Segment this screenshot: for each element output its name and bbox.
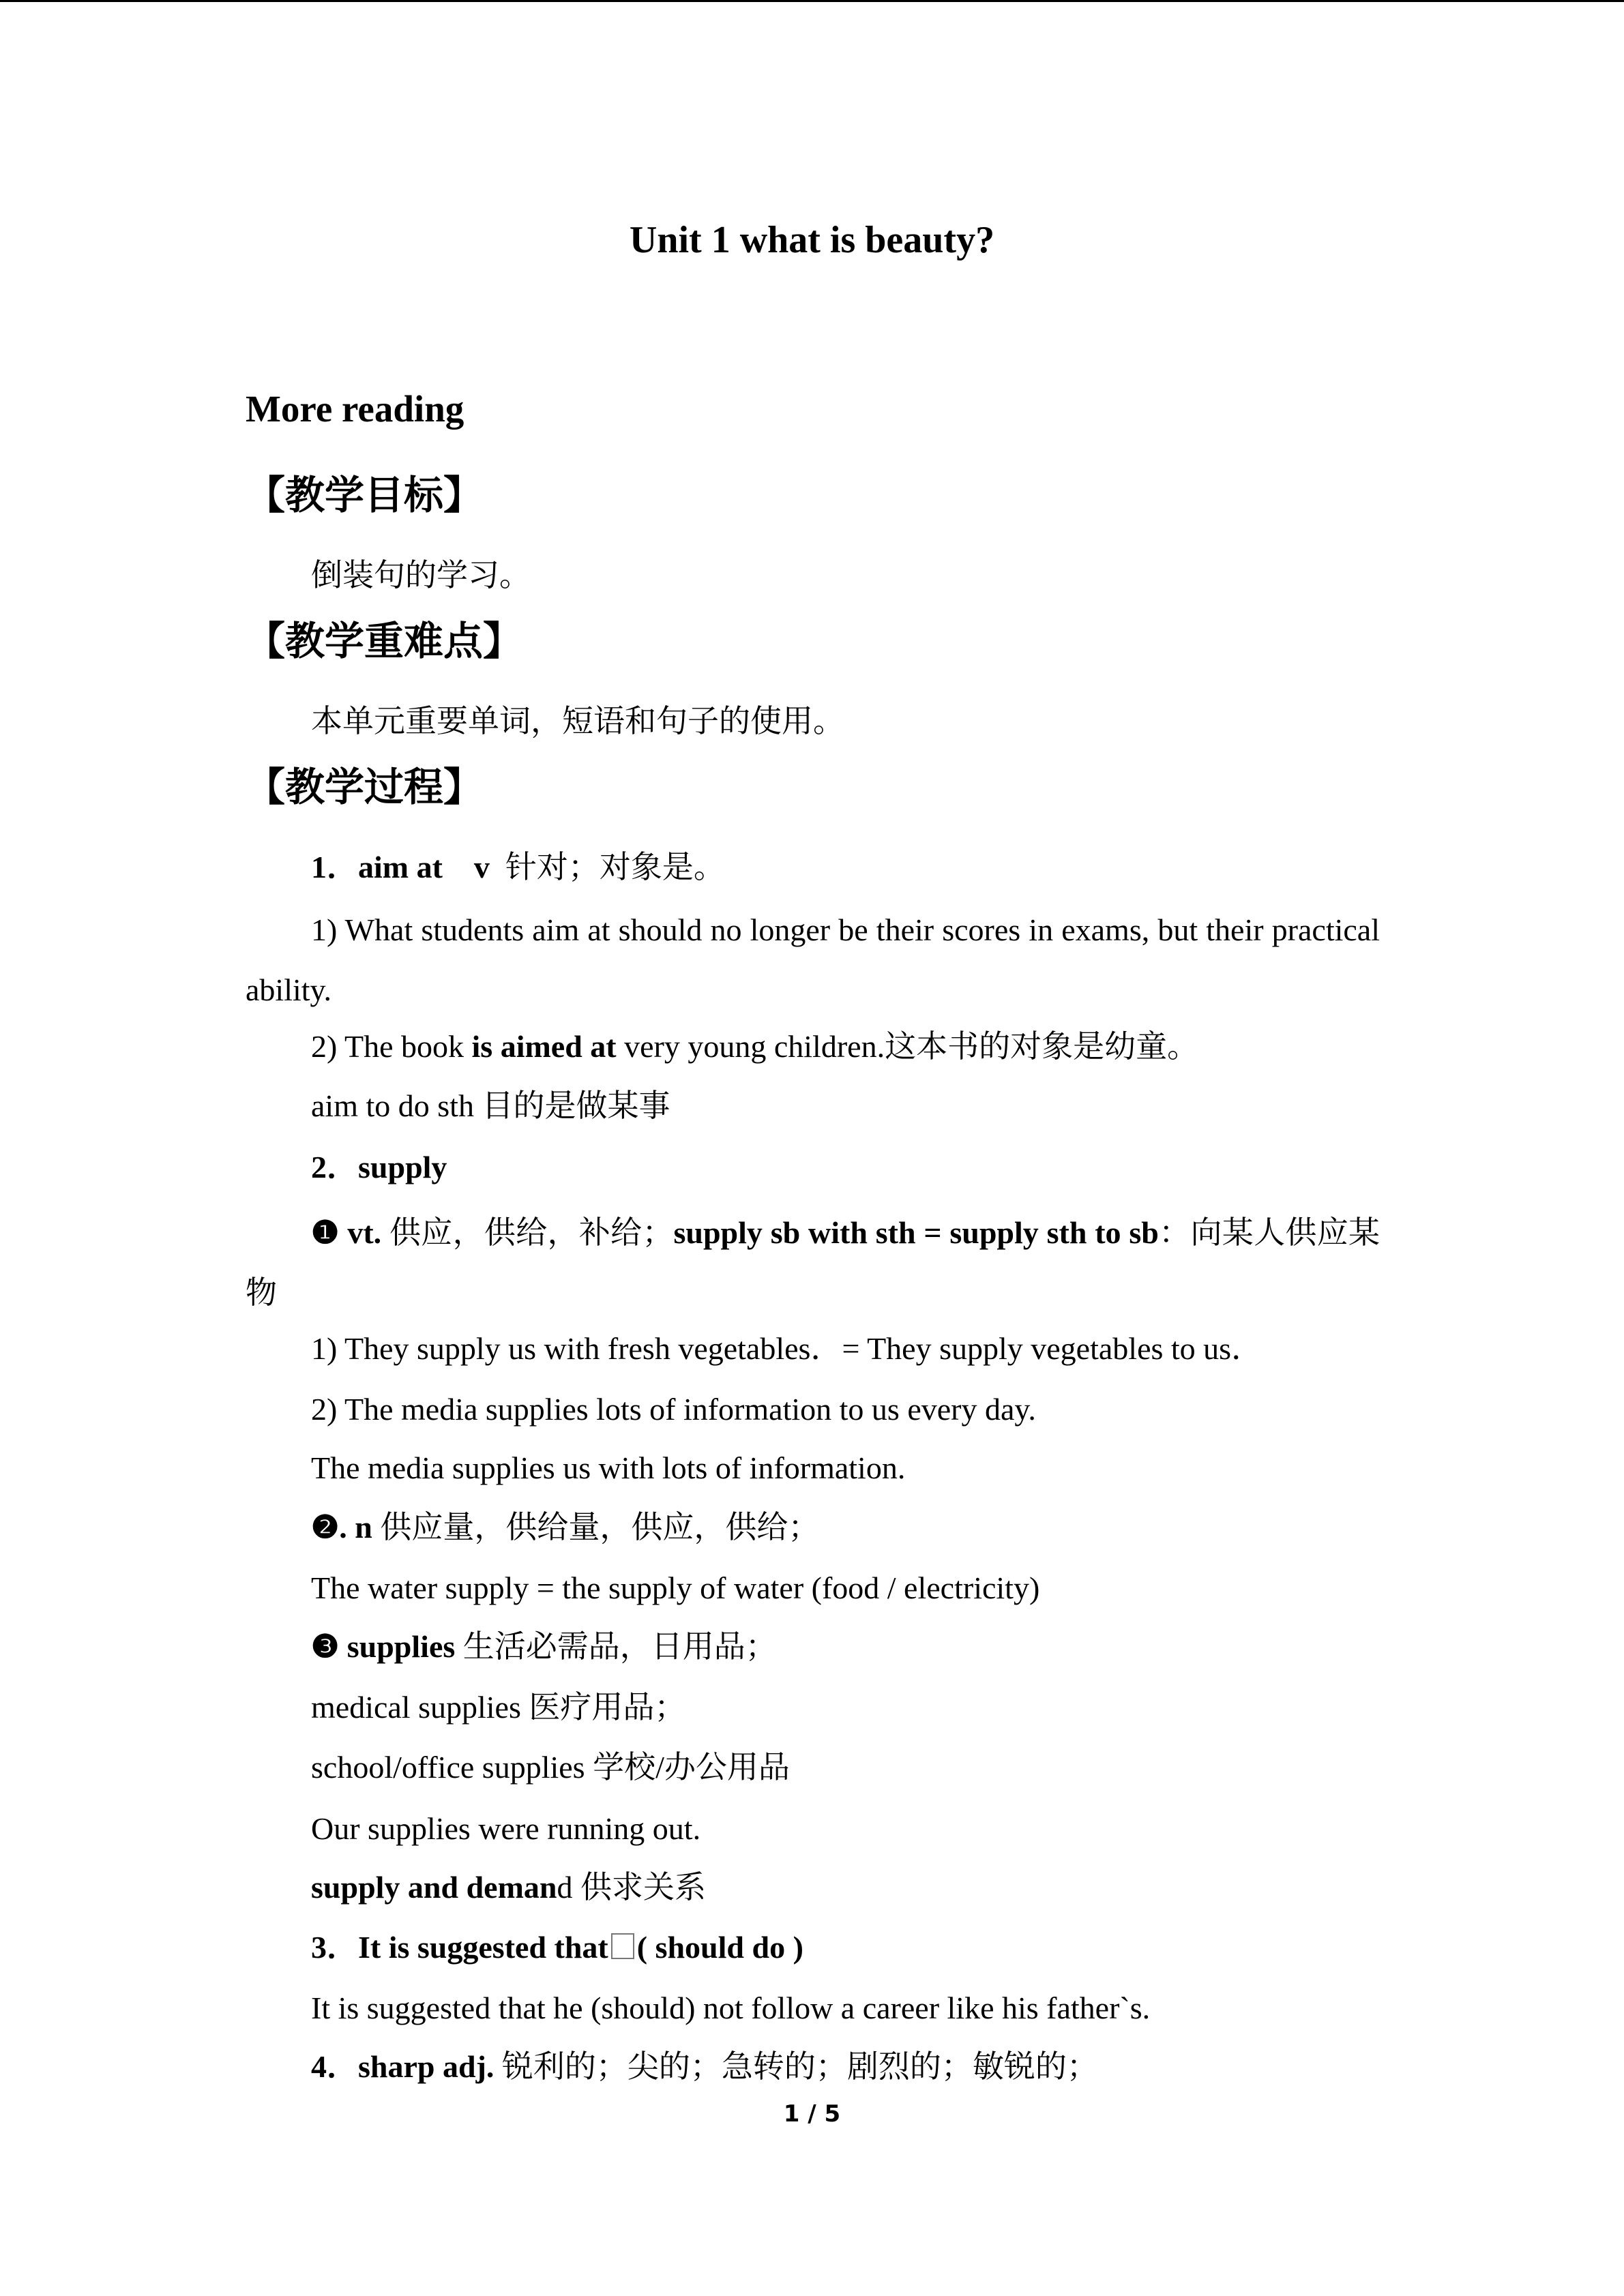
item1-pos: v: [473, 850, 490, 884]
item2-vt-definition: ❶ vt. 供应，供给，补给；supply sb with sth = supply sth to sb：向某人供应某物: [246, 1215, 1381, 1310]
item2-noun-definition: ❷. n 供应量，供给量，供应，供给；: [311, 1510, 820, 1545]
section-heading-goals: 【教学目标】: [246, 472, 484, 518]
item2-supplies-mark: ❸ supplies: [311, 1629, 456, 1664]
goals-text: 倒装句的学习。: [311, 558, 531, 593]
item2-supply-demand: supply and demand 供求关系: [311, 1870, 706, 1905]
section-subtitle: More reading: [246, 388, 464, 430]
top-border-line: [0, 0, 1624, 2]
item1-meaning: 针对；对象是。: [505, 850, 725, 884]
page-number: 1 / 5: [783, 2100, 841, 2128]
key-points-text: 本单元重要单词，短语和句子的使用。: [311, 704, 844, 739]
item2-example-3: The media supplies us with lots of information.: [311, 1450, 906, 1485]
item1-example-2: 2) The book is aimed at very young children.这本书的对象是幼童。: [311, 1029, 1199, 1064]
item4-heading: 4．sharp adj. 锐利的；尖的；急转的；剧烈的；敏锐的；: [311, 2049, 1098, 2084]
item2-supplies-definition: ❸ supplies 生活必需品，日用品；: [311, 1629, 777, 1664]
item2-medical-supplies: medical supplies 医疗用品；: [311, 1690, 686, 1725]
item2-example-1: 1) They supply us with fresh vegetables．= They supply vegetables to us．: [311, 1331, 1263, 1366]
section-heading-process: 【教学过程】: [246, 764, 484, 810]
item1-heading: [311, 846, 725, 889]
item1-example-2-bold: is aimed at: [471, 1029, 617, 1064]
item2-vt-mark: ❶ vt.: [311, 1215, 382, 1250]
item1-aim-to: aim to do sth 目的是做某事: [311, 1088, 670, 1123]
item2-vt-pattern: supply sb with sth = supply sth to sb: [673, 1215, 1159, 1250]
item3-heading: 3．It is suggested that ( should do ): [311, 1930, 803, 1965]
item3-example: It is suggested that he (should) not follow a career like his father`s.: [311, 1991, 1151, 2025]
document-title: Unit 1 what is beauty?: [629, 219, 995, 261]
item2-heading: 2．supply: [311, 1150, 447, 1184]
item2-noun-example: The water supply = the supply of water (food / electricity): [311, 1570, 1040, 1605]
item4-meaning: 锐利的；尖的；急转的；剧烈的；敏锐的；: [494, 2049, 1098, 2084]
item2-school-supplies: school/office supplies 学校/办公用品: [311, 1750, 790, 1785]
item1-example-1: 1) What students aim at should no longer be their scores in exams, but their practical ability.: [246, 912, 1380, 1007]
item2-running-out: Our supplies were running out.: [311, 1811, 701, 1846]
item2-n-mark: ❷. n: [311, 1510, 372, 1545]
item1-term: 1．aim at: [311, 850, 443, 884]
section-heading-key-points: 【教学重难点】: [246, 618, 523, 664]
placeholder-box-icon: [611, 1933, 634, 1959]
item2-example-2: 2) The media supplies lots of information to us every day.: [311, 1392, 1036, 1427]
